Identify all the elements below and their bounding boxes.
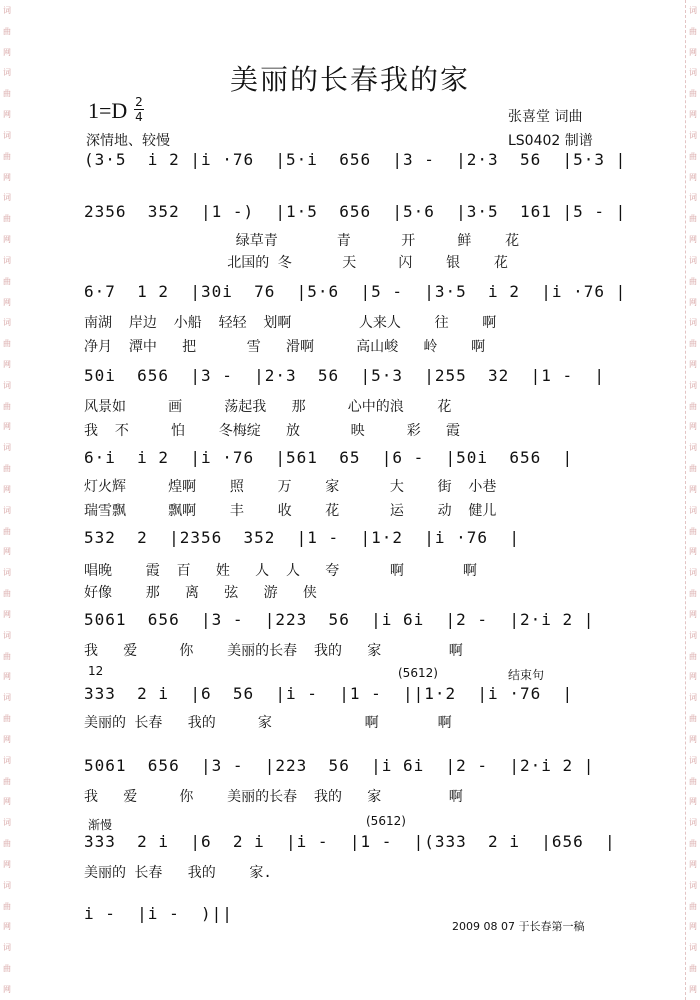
watermark-char: 曲 (689, 714, 697, 724)
watermark-char: 词 (3, 818, 11, 828)
watermark-char: 网 (3, 922, 11, 932)
watermark-char: 曲 (689, 89, 697, 99)
watermark-char: 网 (689, 984, 697, 994)
tempo-marking: 深情地、较慢 (86, 133, 170, 149)
watermark-char: 曲 (689, 339, 697, 349)
watermark-char: 词 (689, 193, 697, 203)
notation-line: 5061 656 |3 - |223 56 |i 6i |2 - |2·i 2 | (84, 756, 595, 775)
watermark-char: 曲 (689, 401, 697, 411)
watermark-char: 曲 (3, 151, 11, 161)
lyric-line: 唱晚 霞 百 姓 人 人 夸 啊 啊 (84, 563, 477, 579)
watermark-char: 曲 (3, 589, 11, 599)
lyric-line: 我 爱 你 美丽的长春 我的 家 啊 (84, 789, 463, 805)
watermark-char: 曲 (3, 26, 11, 36)
watermark-char: 网 (689, 172, 697, 182)
meter-bottom: 4 (135, 110, 143, 124)
watermark-char: 网 (3, 359, 11, 369)
watermark-char: 网 (3, 297, 11, 307)
watermark-char: 曲 (3, 464, 11, 474)
key-signature: 1=D (88, 98, 128, 123)
watermark-char: 网 (689, 797, 697, 807)
watermark-char: 曲 (3, 526, 11, 536)
watermark-char: 网 (689, 672, 697, 682)
song-title: 美丽的长春我的家 (229, 63, 470, 96)
watermark-char: 词 (689, 818, 697, 828)
watermark-char: 词 (3, 943, 11, 953)
watermark-char: 词 (689, 505, 697, 515)
watermark-char: 网 (3, 484, 11, 494)
watermark-char: 词 (689, 880, 697, 890)
arranger-credit: LS0402 制谱 (508, 133, 593, 149)
watermark-char: 词 (689, 943, 697, 953)
meter-top: 2 (135, 95, 143, 109)
notation-line: i - |i - )|| (84, 904, 233, 923)
watermark-char: 词 (689, 318, 697, 328)
watermark-char: 网 (689, 484, 697, 494)
lyric-line: 南湖 岸边 小船 轻轻 划啊 人来人 往 啊 (84, 315, 497, 331)
watermark-char: 网 (689, 422, 697, 432)
lyric-line: 美丽的 长春 我的 家. (84, 865, 272, 881)
notation-line: 532 2 |2356 352 |1 - |1·2 |i ·76 | (84, 528, 520, 547)
notation-line: (3·5 i 2 |i ·76 |5·i 656 |3 - |2·3 56 |5·3 | (84, 150, 627, 169)
watermark-char: 词 (689, 755, 697, 765)
watermark-char: 曲 (689, 589, 697, 599)
watermark-char: 词 (3, 5, 11, 15)
watermark-char: 曲 (689, 839, 697, 849)
watermark-char: 网 (689, 47, 697, 57)
watermark-char: 词 (3, 318, 11, 328)
lyric-line: 灯火辉 煌啊 照 万 家 大 街 小巷 (84, 479, 497, 495)
watermark-char: 曲 (689, 151, 697, 161)
notation-line: 2356 352 |1 -) |1·5 656 |5·6 |3·5 161 |5 - | (84, 202, 627, 221)
intro-mark-b: (5612) (366, 814, 406, 828)
watermark-char: 词 (3, 68, 11, 78)
footer-date: 2009 08 07 于长春第一稿 (452, 920, 585, 933)
watermark-char: 曲 (689, 526, 697, 536)
lyric-line: 风景如 画 荡起我 那 心中的浪 花 (84, 399, 452, 415)
watermark-char: 网 (689, 297, 697, 307)
lyricist-credit: 张喜堂 词曲 (508, 109, 583, 125)
watermark-char: 网 (689, 110, 697, 120)
watermark-char: 曲 (3, 214, 11, 224)
watermark-char: 网 (689, 609, 697, 619)
watermark-char: 网 (3, 547, 11, 557)
watermark-char: 网 (3, 672, 11, 682)
lyric-line-verse2: 北国的 冬 天 闪 银 花 (84, 255, 508, 271)
watermark-char: 词 (3, 380, 11, 390)
watermark-char: 词 (3, 630, 11, 640)
tempo-slow-mark: 渐慢 (88, 818, 113, 832)
watermark-char: 曲 (3, 776, 11, 786)
watermark-char: 曲 (689, 276, 697, 286)
watermark-char: 曲 (3, 839, 11, 849)
watermark-char: 网 (3, 235, 11, 245)
ending-mark: 结束句 (508, 668, 545, 682)
watermark-char: 词 (3, 568, 11, 578)
watermark-char: 网 (3, 734, 11, 744)
watermark-char: 词 (689, 255, 697, 265)
watermark-char: 网 (689, 922, 697, 932)
lyric-line: 绿草青 青 开 鲜 花 (84, 233, 520, 249)
lyric-line-verse2: 好像 那 离 弦 游 侠 (84, 585, 317, 601)
watermark-char: 网 (3, 110, 11, 120)
watermark-char: 词 (689, 693, 697, 703)
watermark-char: 词 (3, 505, 11, 515)
watermark-char: 曲 (689, 964, 697, 973)
watermark-char: 网 (3, 984, 11, 994)
watermark-right (685, 0, 700, 1000)
notation-line: 6·7 1 2 |30i 76 |5·6 |5 - |3·5 i 2 |i ·76 | (84, 282, 627, 301)
watermark-char: 网 (3, 797, 11, 807)
watermark-char: 词 (3, 255, 11, 265)
notation-line: 50i 656 |3 - |2·3 56 |5·3 |255 32 |1 - | (84, 366, 606, 385)
watermark-char: 网 (3, 172, 11, 182)
watermark-char: 词 (689, 5, 697, 15)
watermark-char: 词 (3, 755, 11, 765)
watermark-char: 词 (3, 693, 11, 703)
watermark-char: 曲 (3, 401, 11, 411)
watermark-char: 网 (3, 859, 11, 869)
lyric-line: 我 爱 你 美丽的长春 我的 家 啊 (84, 643, 463, 659)
lyric-line-verse2: 净月 潭中 把 雪 滑啊 高山峻 岭 啊 (84, 339, 486, 355)
watermark-char: 曲 (3, 901, 11, 911)
notation-line: 333 2 i |6 2 i |i - |1 - |(333 2 i |656 | (84, 832, 616, 851)
watermark-char: 词 (689, 380, 697, 390)
watermark-char: 曲 (689, 26, 697, 36)
watermark-char: 网 (3, 609, 11, 619)
watermark-char: 词 (689, 630, 697, 640)
lyric-line-verse2: 瑞雪飘 飘啊 丰 收 花 运 动 健儿 (84, 503, 497, 519)
notation-line: 5061 656 |3 - |223 56 |i 6i |2 - |2·i 2 | (84, 610, 595, 629)
watermark-char: 网 (689, 359, 697, 369)
watermark-left (0, 0, 14, 1000)
lyric-line-verse2: 我 不 怕 冬梅绽 放 映 彩 霞 (84, 423, 461, 439)
watermark-char: 曲 (3, 714, 11, 724)
watermark-char: 曲 (3, 89, 11, 99)
watermark-char: 曲 (3, 964, 11, 973)
watermark-char: 曲 (3, 276, 11, 286)
watermark-char: 词 (689, 130, 697, 140)
time-signature (134, 96, 144, 123)
watermark-char: 曲 (3, 651, 11, 661)
watermark-char: 网 (3, 422, 11, 432)
notation-line: 333 2 i |6 56 |i - |1 - ||1·2 |i ·76 | (84, 684, 574, 703)
watermark-char: 词 (3, 880, 11, 890)
intro-mark-a: (5612) (398, 666, 438, 680)
watermark-char: 网 (3, 47, 11, 57)
watermark-char: 曲 (689, 776, 697, 786)
watermark-char: 词 (3, 193, 11, 203)
watermark-char: 网 (689, 734, 697, 744)
notation-line: 6·i i 2 |i ·76 |561 65 |6 - |50i 656 | (84, 448, 574, 467)
watermark-char: 词 (689, 443, 697, 453)
watermark-char: 词 (689, 68, 697, 78)
watermark-char: 曲 (689, 901, 697, 911)
watermark-char: 曲 (689, 651, 697, 661)
watermark-char: 曲 (3, 339, 11, 349)
watermark-char: 曲 (689, 464, 697, 474)
watermark-char: 词 (3, 130, 11, 140)
lyric-line: 美丽的 长春 我的 家 啊 啊 (84, 715, 452, 731)
volta-mark: 12 (88, 664, 104, 678)
watermark-char: 网 (689, 235, 697, 245)
watermark-char: 网 (689, 859, 697, 869)
watermark-char: 曲 (689, 214, 697, 224)
watermark-char: 网 (689, 547, 697, 557)
watermark-char: 词 (3, 443, 11, 453)
watermark-char: 词 (689, 568, 697, 578)
